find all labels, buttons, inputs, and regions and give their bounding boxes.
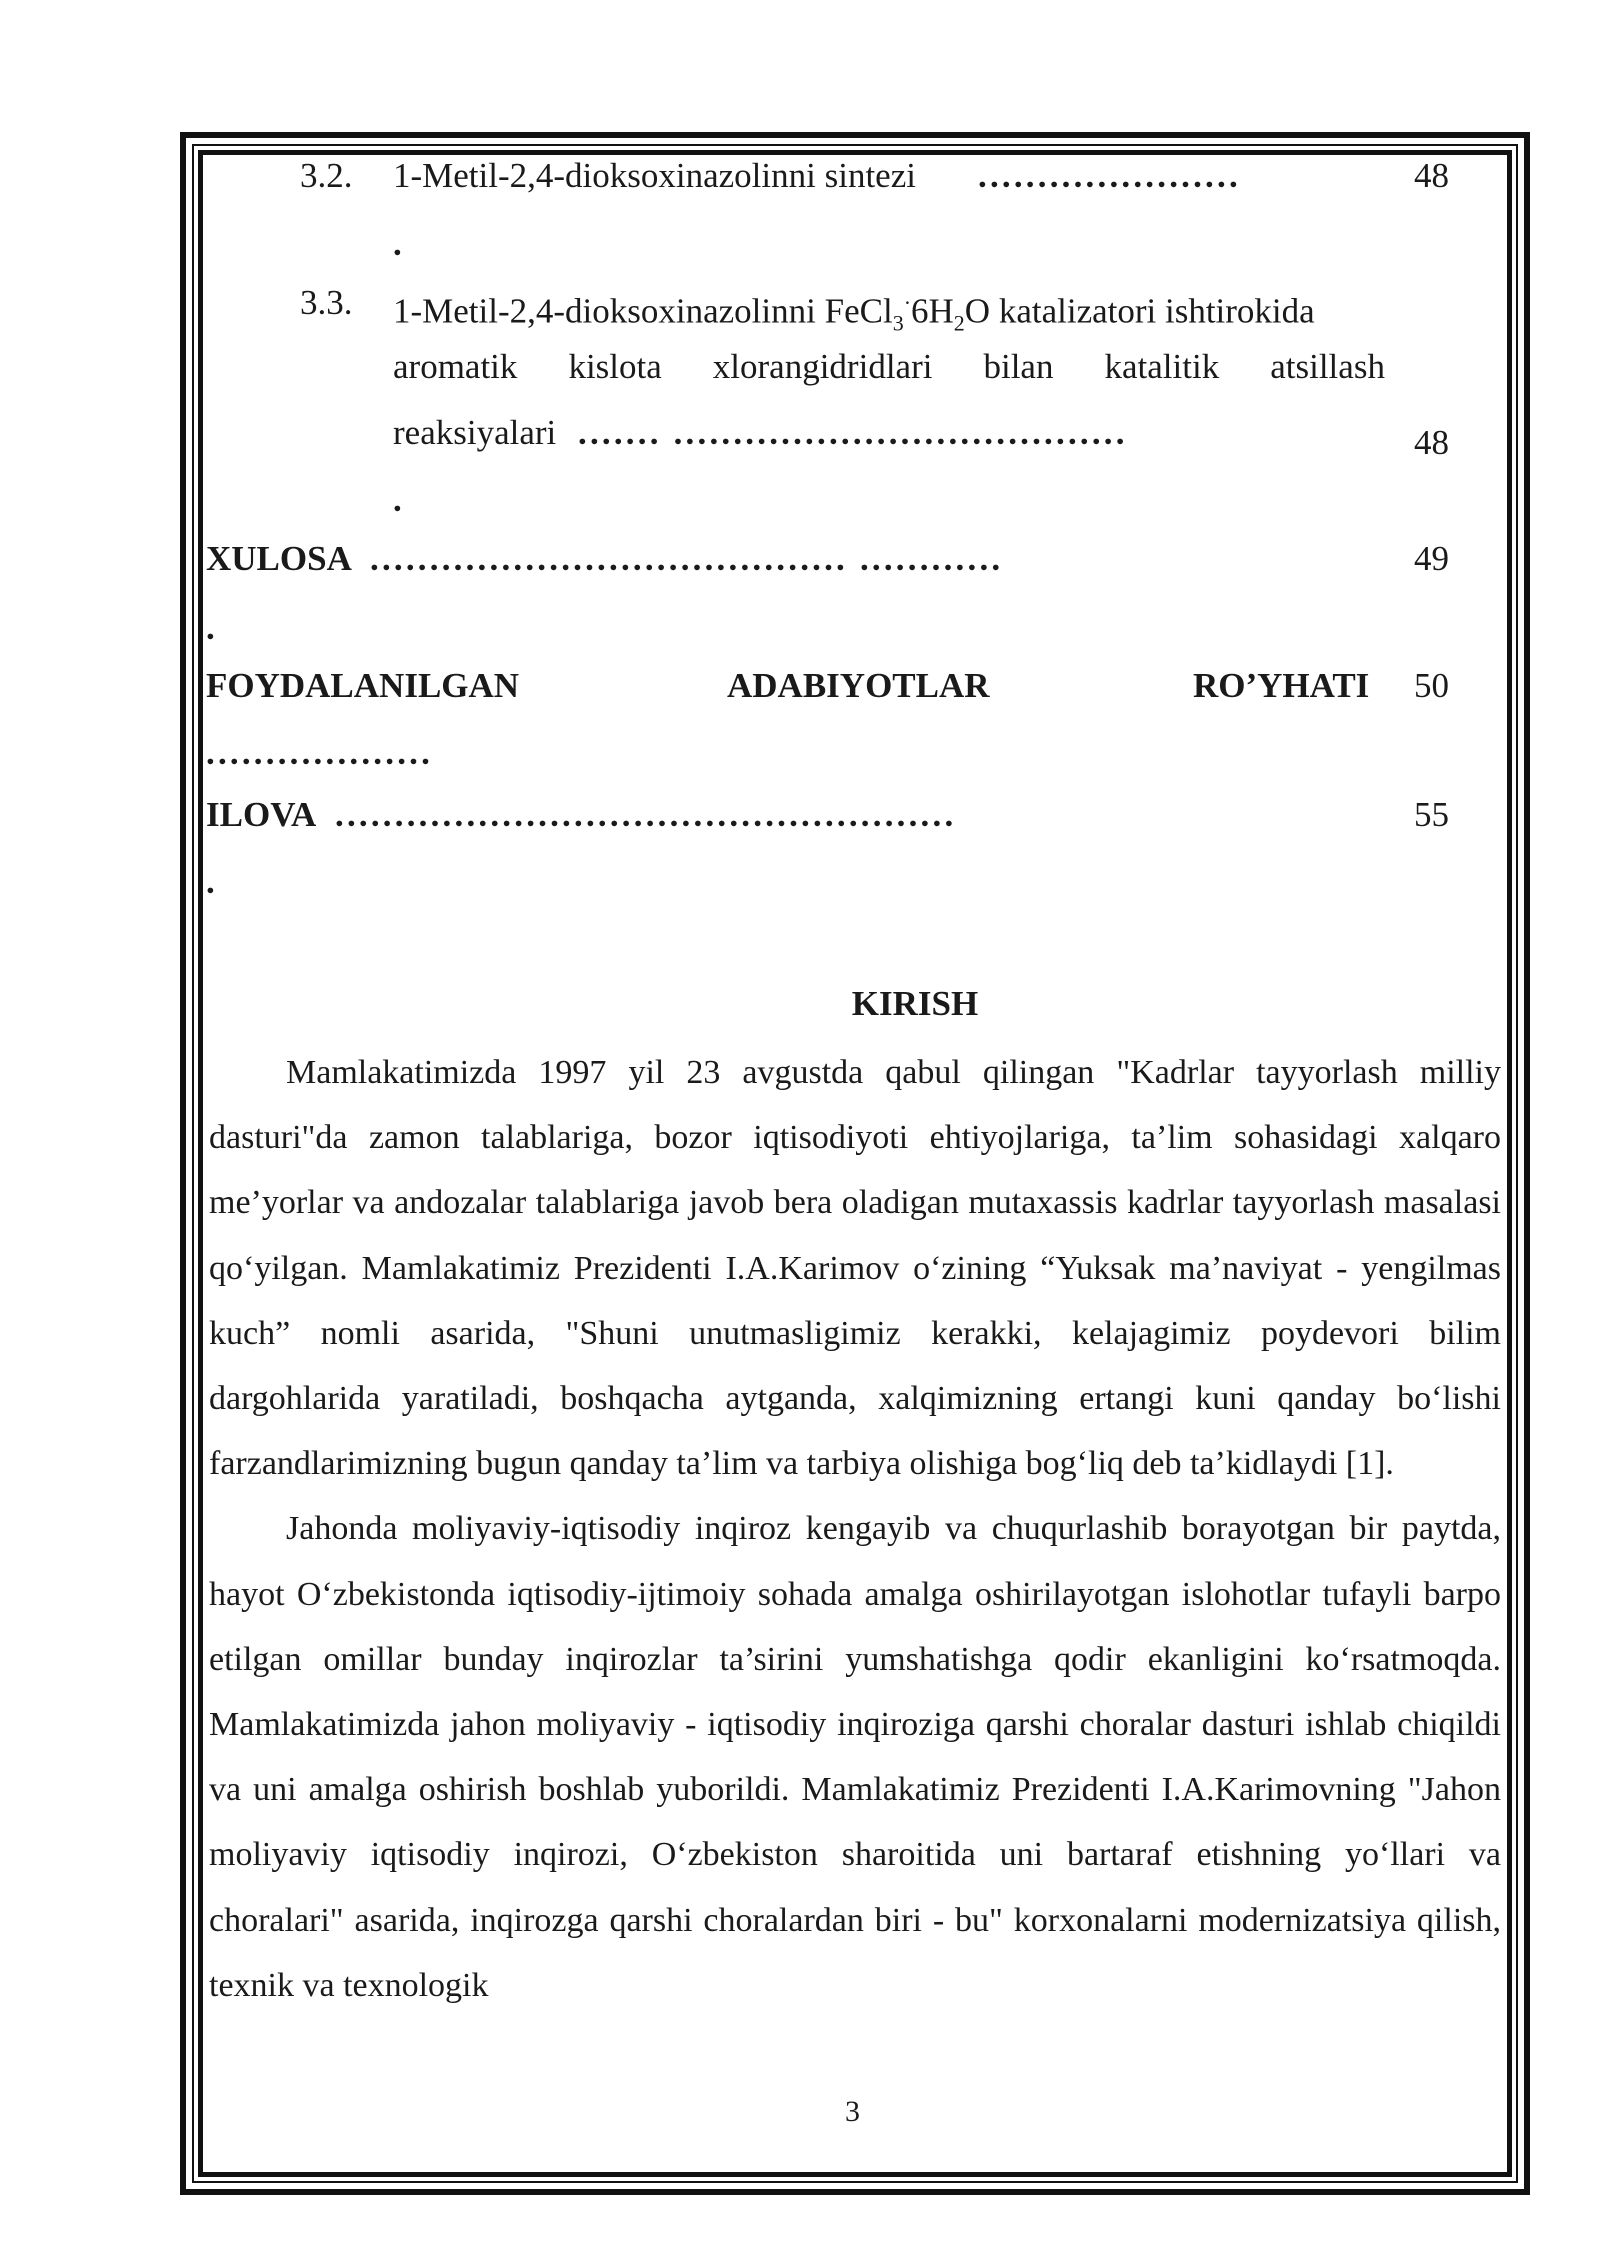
toc-entry-title-word: ADABIYOTLAR	[727, 666, 990, 705]
toc-entry-title-line-1: 1-Metil-2,4-dioksoxinazolinni $FeCl_3^\cdot 6H_2O$ katalizatori ishtirokida	[393, 290, 1315, 336]
toc-page-number: 49	[1414, 539, 1449, 578]
toc-page-number: 48	[1414, 156, 1449, 195]
toc-entry-title-word: FOYDALANILGAN	[206, 666, 520, 705]
toc-leader-dots: ....................................................	[335, 795, 957, 834]
toc-leader-dots: ...................	[206, 733, 434, 772]
paragraph: Mamlakatimizda 1997 yil 23 avgustda qabul qilingan "Kadrlar tayyorlash milliy dasturi"da zamon talablariga, bozor iqtisodiyoti ehtiyojlariga, ta’lim sohasidagi xalqaro me’yorlar va andozalar talablariga javob bera oladigan mutaxassis kadrlar tayyorlash masalasi qo‘yilgan. Mamlakatimiz Prezidenti I.A.Karimov o‘zining “Yuksak ma’naviyat - yengilmas kuch” nomli asarida, "Shuni unutmasligimiz kerakki, kelajagimiz poydevori bilim dargohlarida yaratiladi, boshqacha aytganda, xalqimizning ertangi kuni qanday bo‘lishi farzandlarimizning bugun qanday ta’lim va tarbiya olishiga bog‘liq deb ta’kidlaydi [1].	[209, 1054, 1501, 1483]
paragraph: Jahonda moliyaviy-iqtisodiy inqiroz kengayib va chuqurlashib borayotgan bir paytda, hayot O‘zbekistonda iqtisodiy-ijtimoiy sohada amalga oshirilayotgan islohotlar tufayli barpo etilgan omillar bunday inqirozlar ta’sirini yumshatishga qodir ekanligini ko‘rsatmoqda. Mamlakatimizda jahon moliyaviy - iqtisodiy inqiroziga qarshi choralar dasturi ishlab chiqildi va uni amalga oshirish boshlab yuborildi. Mamlakatimiz Prezidenti I.A.Karimovning "Jahon moliyaviy iqtisodiy inqirozi, O‘zbekiston sharoitida uni bartaraf etishning yo‘llari va choralari" asarida, inqirozga qarshi choralardan biri - bu" korxonalarni modernizatsiya qilish, texnik va texnologik	[209, 1510, 1501, 2004]
word: atsillash	[1270, 347, 1385, 386]
toc-leader-dots: ....... ......................................	[578, 413, 1128, 452]
body-text	[209, 1040, 1501, 2018]
word: bilan	[983, 347, 1054, 386]
table-of-contents	[0, 0, 1600, 900]
word: aromatik	[393, 347, 518, 386]
toc-entry-number: 3.3.	[300, 283, 353, 322]
section-heading: KIRISH	[851, 984, 979, 1023]
page-number: 3	[845, 2095, 860, 2128]
toc-entry-title-line-2	[393, 347, 1385, 387]
toc-page-number: 48	[1414, 423, 1449, 462]
toc-entry-title: ILOVA	[206, 795, 317, 834]
toc-leader-dots: .	[393, 224, 402, 263]
toc-entry-title: 1-Metil-2,4-dioksoxinazolinni sintezi	[393, 156, 916, 195]
toc-entry-title-line-3: reaksiyalari	[393, 413, 557, 452]
toc-entry-number: 3.2.	[300, 156, 353, 195]
toc-entry-title-word: RO’YHATI	[1193, 666, 1370, 705]
toc-page-number: 55	[1414, 795, 1449, 834]
toc-entry-title: XULOSA	[206, 539, 352, 578]
toc-leader-dots: .	[206, 608, 215, 647]
toc-page-number: 50	[1414, 666, 1449, 705]
toc-leader-dots: ........................................ ............	[370, 539, 1004, 578]
word: kislota	[568, 347, 662, 386]
word: katalitik	[1104, 347, 1220, 386]
toc-leader-dots: .	[206, 862, 215, 901]
toc-leader-dots: ......................	[978, 156, 1241, 195]
toc-leader-dots: .	[393, 480, 402, 519]
word: xlorangidridlari	[712, 347, 933, 386]
